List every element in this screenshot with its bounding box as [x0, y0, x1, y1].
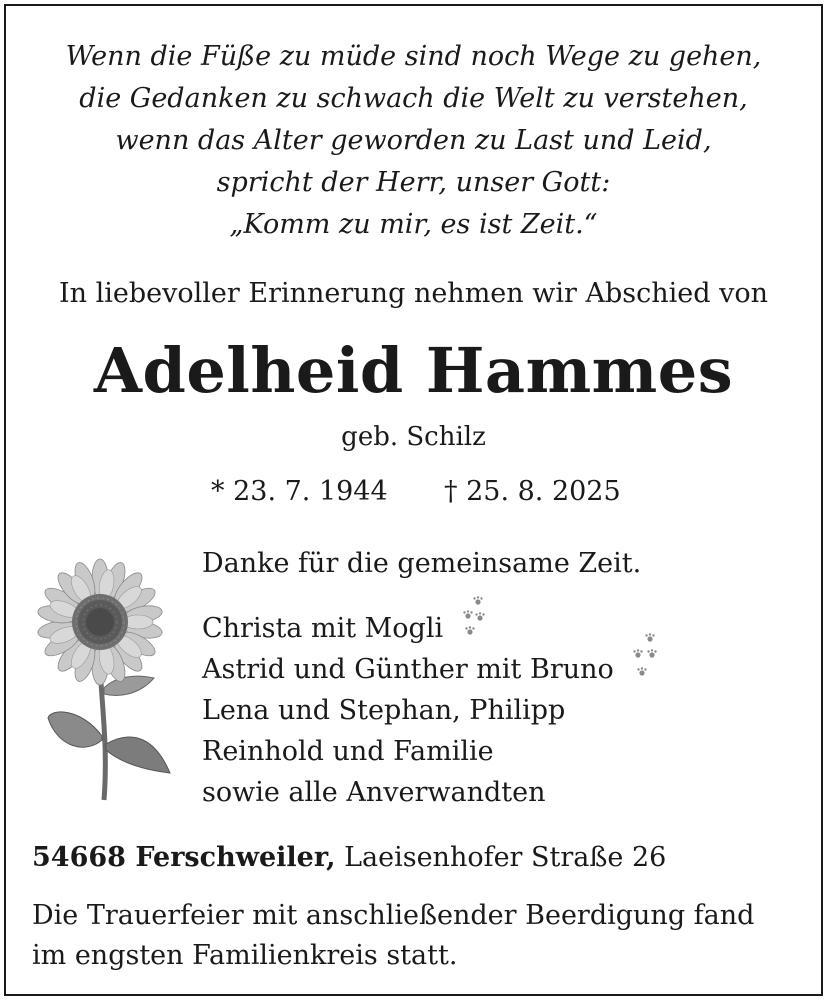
funeral-line: im engsten Familienkreis statt.	[32, 940, 458, 971]
birth-date: * 23. 7. 1944	[211, 476, 388, 507]
mourner-line	[202, 649, 614, 690]
address	[32, 842, 666, 873]
mourner-line: Reinhold und Familie	[202, 736, 494, 767]
address-street: Laeisenhofer Straße 26	[344, 842, 667, 873]
poem-line: die Gedanken zu schwach die Welt zu verstehen,	[79, 83, 748, 114]
mourner-name: Christa mit Mogli	[202, 613, 444, 644]
thanks-text: Danke für die gemeinsame Zeit.	[202, 548, 642, 579]
mourner-name: Astrid und Günther mit Bruno	[202, 654, 614, 685]
mourner-line: sowie alle Anverwandten	[202, 777, 546, 808]
deceased-name: Adelheid Hammes	[93, 334, 734, 407]
funeral-note	[32, 896, 802, 976]
obituary-notice	[4, 4, 823, 996]
death-date: † 25. 8. 2025	[444, 476, 621, 507]
address-city: 54668 Ferschweiler,	[32, 842, 336, 873]
intro-text: In liebevoller Erinnerung nehmen wir Abschied von	[58, 278, 769, 309]
poem-line: wenn das Alter geworden zu Last und Leid,	[115, 125, 712, 156]
poem-line: „Komm zu mir, es ist Zeit.“	[229, 209, 598, 240]
maiden-name: geb. Schilz	[341, 422, 486, 452]
paw-prints-icon	[460, 594, 490, 642]
sunflower-icon	[36, 558, 176, 808]
mourner-line: Lena und Stephan, Philipp	[202, 695, 566, 726]
paw-prints-icon	[628, 631, 660, 683]
mourners-list	[202, 608, 614, 813]
poem-line: Wenn die Füße zu müde sind noch Wege zu gehen,	[65, 41, 762, 72]
poem-line: spricht der Herr, unser Gott:	[216, 167, 611, 198]
funeral-line: Die Trauerfeier mit anschließender Beerdigung fand	[32, 900, 755, 931]
poem	[6, 36, 821, 246]
mourner-line	[202, 608, 614, 649]
